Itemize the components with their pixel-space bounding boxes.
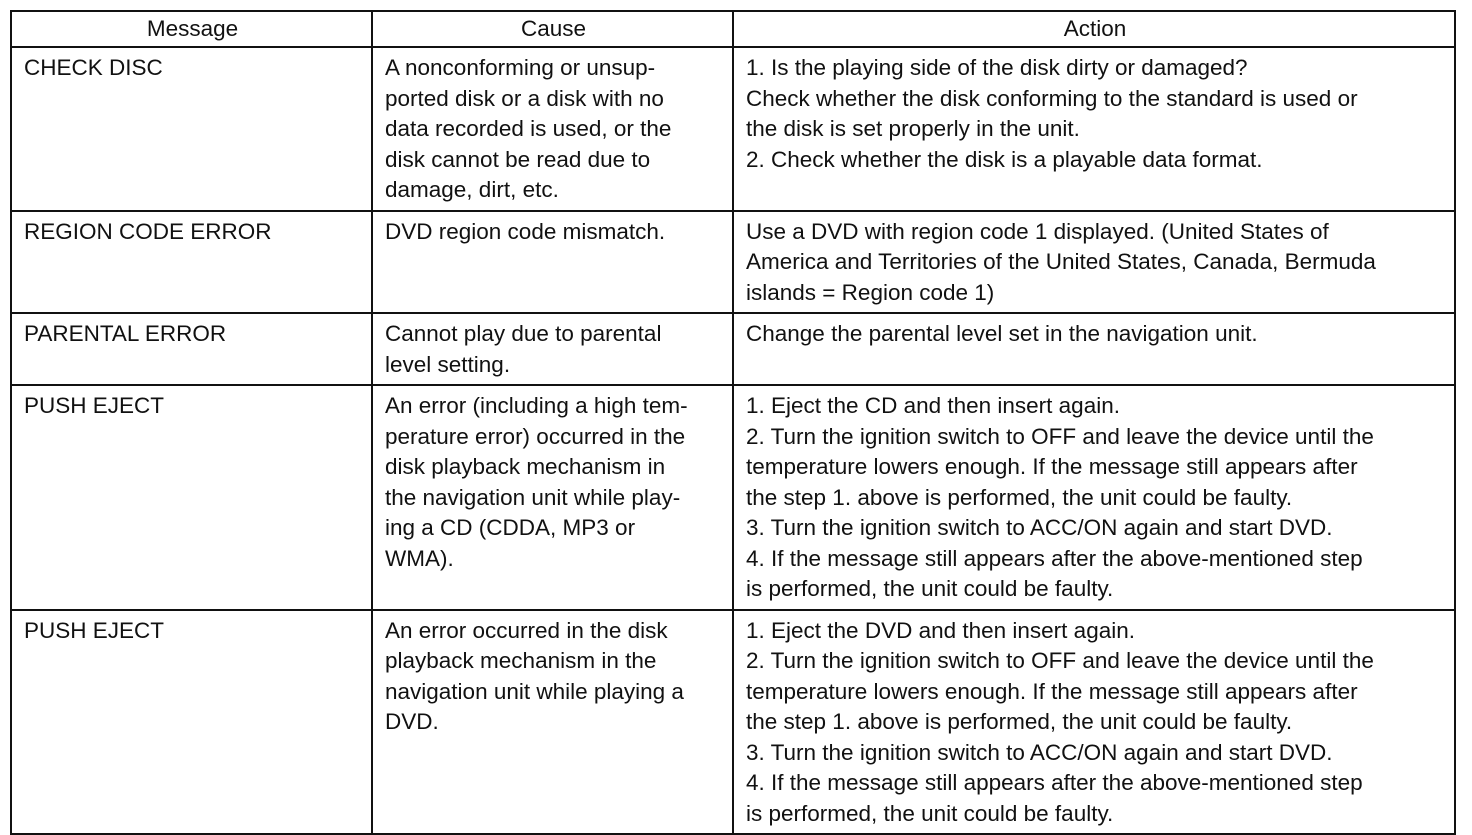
action-line: 1. Is the playing side of the disk dirty or damaged? — [746, 55, 1248, 80]
action-cell — [733, 47, 1455, 211]
table-row — [11, 47, 1455, 211]
message-cell: CHECK DISC — [11, 47, 372, 211]
cause-line: WMA). — [385, 545, 454, 571]
table-row — [11, 313, 1455, 385]
action-line: 3. Turn the ignition switch to ACC/ON again and start DVD. — [746, 515, 1333, 540]
cause-cell — [372, 211, 733, 314]
cause-line: ing a CD (CDDA, MP3 or — [385, 515, 636, 540]
cause-line: level setting. — [385, 351, 511, 377]
cause-line: navigation unit while playing a — [385, 678, 684, 704]
action-line: temperature lowers enough. If the message still appears after — [746, 678, 1358, 704]
message-cell: PUSH EJECT — [11, 385, 372, 610]
table-row — [11, 211, 1455, 314]
header-cause: Cause — [372, 11, 733, 47]
action-line: is performed, the unit could be faulty. — [746, 576, 1114, 601]
cause-line: playback mechanism in the — [385, 648, 657, 673]
table-row — [11, 610, 1455, 835]
message-cell: PARENTAL ERROR — [11, 313, 372, 385]
action-line: islands = Region code 1) — [746, 279, 995, 305]
message-cell: PUSH EJECT — [11, 610, 372, 835]
table-row — [11, 385, 1455, 610]
cause-cell — [372, 313, 733, 385]
table-body — [11, 47, 1455, 834]
action-line: 2. Turn the ignition switch to OFF and leave the device until the — [746, 648, 1374, 673]
action-line: America and Territories of the United States, Canada, Bermuda — [746, 249, 1376, 274]
cause-line: ported disk or a disk with no — [385, 85, 664, 111]
action-line: 2. Turn the ignition switch to OFF and leave the device until the — [746, 423, 1374, 449]
action-line: Change the parental level set in the navigation unit. — [746, 321, 1258, 346]
cause-cell — [372, 385, 733, 610]
cause-line: A nonconforming or unsup- — [385, 55, 656, 80]
cause-line: damage, dirt, etc. — [385, 177, 559, 202]
action-line: 4. If the message still appears after the above-mentioned step — [746, 770, 1363, 795]
action-cell — [733, 610, 1455, 835]
cause-line: DVD region code mismatch. — [385, 218, 666, 244]
error-message-table — [10, 10, 1456, 835]
cause-line: perature error) occurred in the — [385, 423, 686, 449]
table-header — [11, 11, 1455, 47]
cause-line: An error (including a high tem- — [385, 393, 688, 418]
cause-cell — [372, 610, 733, 835]
cause-line: the navigation unit while play- — [385, 484, 681, 510]
action-line: 1. Eject the DVD and then insert again. — [746, 617, 1135, 643]
cause-line: An error occurred in the disk — [385, 617, 668, 643]
message-cell: REGION CODE ERROR — [11, 211, 372, 314]
action-line: 1. Eject the CD and then insert again. — [746, 393, 1120, 418]
cause-line: data recorded is used, or the — [385, 116, 672, 141]
cause-cell — [372, 47, 733, 211]
action-line: the step 1. above is performed, the unit could be faulty. — [746, 709, 1293, 734]
action-line: the step 1. above is performed, the unit could be faulty. — [746, 484, 1293, 510]
action-line: 2. Check whether the disk is a playable data format. — [746, 146, 1263, 172]
header-action: Action — [733, 11, 1455, 47]
cause-line: disk cannot be read due to — [385, 146, 651, 172]
action-line: Use a DVD with region code 1 displayed. (United States of — [746, 218, 1329, 244]
action-cell — [733, 211, 1455, 314]
cause-line: DVD. — [385, 709, 439, 734]
cause-line: Cannot play due to parental — [385, 321, 662, 346]
action-line: temperature lowers enough. If the message still appears after — [746, 454, 1358, 479]
action-line: the disk is set properly in the unit. — [746, 116, 1080, 141]
action-line: 3. Turn the ignition switch to ACC/ON again and start DVD. — [746, 739, 1333, 765]
action-line: is performed, the unit could be faulty. — [746, 800, 1114, 826]
header-row — [11, 11, 1455, 47]
action-cell — [733, 385, 1455, 610]
action-line: 4. If the message still appears after the above-mentioned step — [746, 545, 1363, 571]
action-cell — [733, 313, 1455, 385]
action-line: Check whether the disk conforming to the standard is used or — [746, 85, 1358, 111]
header-message: Message — [11, 11, 372, 47]
cause-line: disk playback mechanism in — [385, 454, 666, 479]
